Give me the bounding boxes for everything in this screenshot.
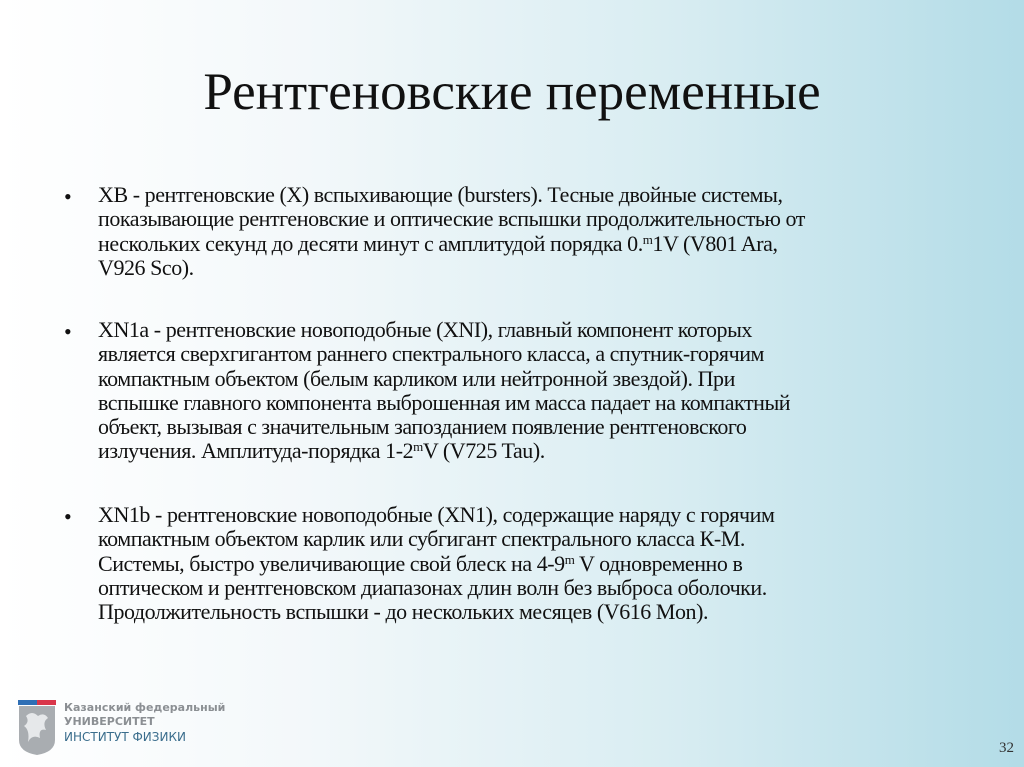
bullet-item: [98, 318, 790, 464]
text-line: [98, 183, 805, 207]
text-segment: XN1a - рентгеновские новоподобные (XNI), главный компонент которых: [98, 317, 752, 342]
text-segment: является сверхгигантом раннего спектрального класса, а спутник-горячим: [98, 341, 765, 367]
text-segment: XN1b - рентгеновские новоподобные (XN1), содержащие наряду с горячим: [98, 502, 775, 527]
text-line: [98, 503, 774, 527]
text-segment: компактным объектом карлик или субгигант спектрального класса К-М.: [98, 526, 745, 552]
text-segment: объект, вызывая с значительным запозданием появление рентгеновского: [98, 414, 747, 440]
text-segment: V926 Sco).: [98, 254, 194, 280]
text-line: [98, 256, 805, 280]
text-segment: показывающие рентгеновские и оптические вспышки продолжительностью от: [98, 206, 805, 232]
text-line: [98, 600, 774, 624]
superscript: m: [642, 231, 653, 247]
text-line: [98, 527, 774, 551]
text-segment: 1V (V801 Ara,: [652, 230, 778, 256]
text-line: [98, 342, 790, 366]
text-segment: V одновременно в: [574, 550, 743, 576]
logo-text-line1: Казанский федеральный: [64, 701, 226, 714]
text-segment: вспышке главного компонента выброшенная им масса падает на компактный: [98, 389, 791, 415]
bullet-icon: •: [64, 184, 72, 209]
logo-text-institute: ИНСТИТУТ ФИЗИКИ: [64, 730, 186, 744]
text-line: [98, 318, 790, 342]
text-line: [98, 552, 774, 576]
text-segment: компактным объектом (белым карликом или нейтронной звездой). При: [98, 365, 735, 391]
slide-title: Рентгеновские переменные: [203, 63, 821, 121]
text-line: [98, 367, 790, 391]
page-number: 32: [999, 740, 1014, 756]
superscript: m: [564, 551, 575, 567]
text-segment: Продолжительность вспышки - до нескольких месяцев (V616 Mon).: [98, 599, 709, 625]
text-line: [98, 207, 805, 231]
text-segment: нескольких секунд до десяти минут с амплитудой порядка 0.: [98, 230, 643, 256]
superscript: m: [413, 439, 423, 455]
text-line: [98, 415, 790, 439]
text-segment: V (V725 Tau).: [422, 438, 545, 464]
text-segment: Системы, быстро увеличивающие свой блеск на 4-9: [98, 550, 565, 576]
text-line: [98, 232, 805, 256]
bullet-item: [98, 503, 774, 624]
text-line: [98, 391, 790, 415]
text-segment: оптическом и рентгеновском диапазонах длин волн без выброса оболочки.: [98, 574, 767, 600]
bullet-item: [98, 183, 805, 280]
bullet-icon: •: [64, 504, 72, 529]
text-line: [98, 439, 790, 463]
logo-text-line2: УНИВЕРСИТЕТ: [64, 715, 155, 728]
bullet-icon: •: [64, 319, 72, 344]
university-logo: [18, 700, 238, 755]
text-line: [98, 576, 774, 600]
text-segment: XB - рентгеновские (X) вспыхивающие (bursters). Тесные двойные системы,: [98, 182, 783, 207]
text-segment: излучения. Амплитуда-порядка 1-2: [98, 438, 414, 464]
kfu-shield-icon: [18, 700, 56, 755]
